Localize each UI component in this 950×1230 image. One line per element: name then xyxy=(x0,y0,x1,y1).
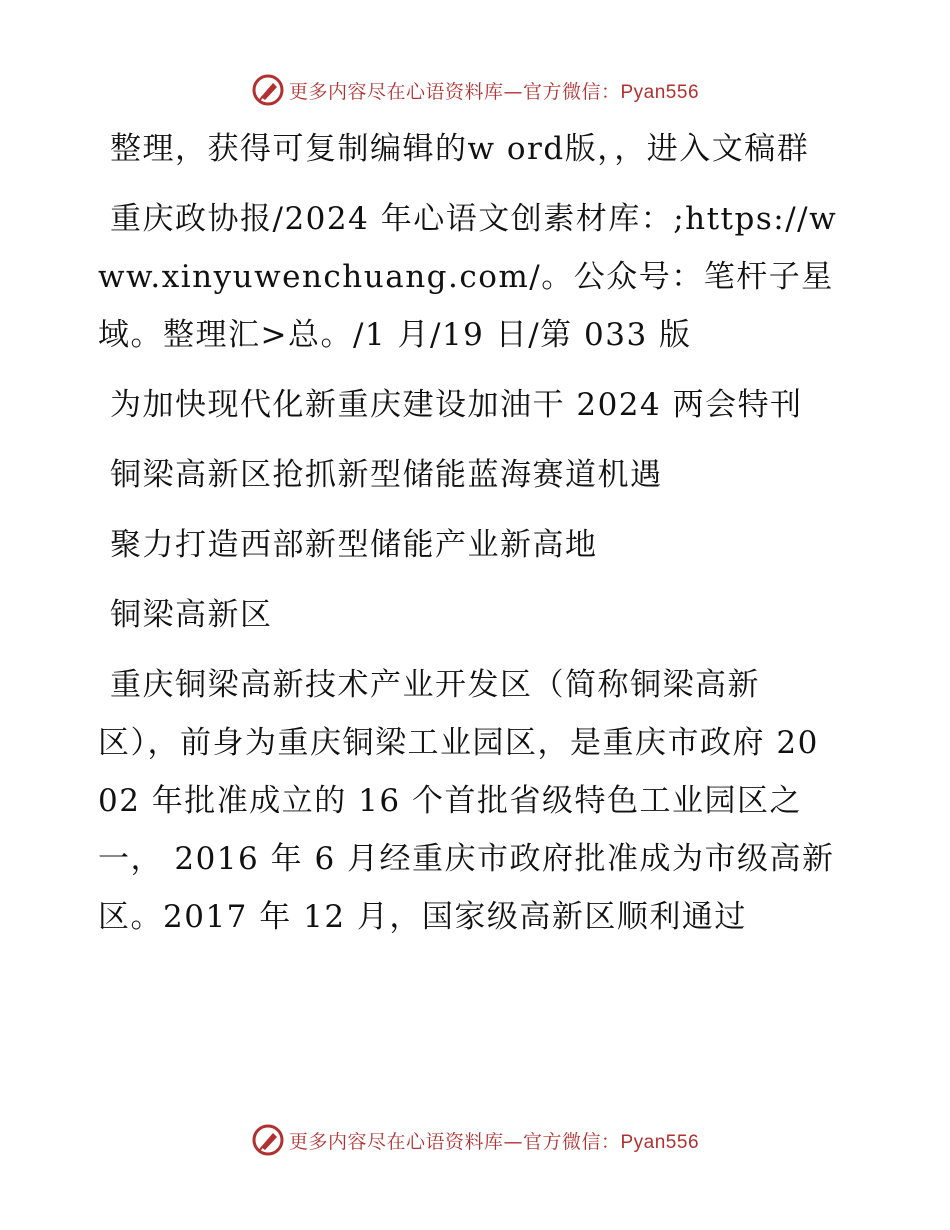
banner-text: 更多内容尽在心语资料库—官方微信：Pyan556 xyxy=(288,1130,700,1153)
banner-text: 更多内容尽在心语资料库—官方微信：Pyan556 xyxy=(288,80,700,103)
article-author: 铜梁高新区 xyxy=(110,597,273,633)
header-banner xyxy=(0,70,950,110)
logo-pen-icon xyxy=(251,73,285,107)
document-body xyxy=(98,120,838,958)
logo-pen-icon xyxy=(251,1123,285,1157)
article-subtitle: 聚力打造西部新型储能产业新高地 xyxy=(110,527,598,563)
wechat-account: Pyan556 xyxy=(620,81,700,103)
article-body: 重庆铜梁高新技术产业开发区（简称铜梁高新区），前身为重庆铜梁工业园区，是重庆市政府 2002 年批准成立的 16 个首批省级特色工业园区之一， 2016 年 6 月经重庆市政府批准成为市级高新区。2017 年 12 月，国家级高新区顺利通过 xyxy=(98,667,835,935)
paragraph-source: 重庆政协报/2024 年心语文创素材库：;https://www.xinyuwenchuang.com/。公众号：笔杆子星域。整理汇>总。/1 月/19 日/第 033 版 xyxy=(98,201,838,353)
footer-banner xyxy=(0,1120,950,1160)
paragraph-intro: 整理，获得可复制编辑的w ord版，，进入文稿群 xyxy=(110,131,810,167)
article-title: 铜梁高新区抢抓新型储能蓝海赛道机遇 xyxy=(110,457,663,493)
wechat-account: Pyan556 xyxy=(620,1131,700,1153)
section-heading: 为加快现代化新重庆建设加油干 2024 两会特刊 xyxy=(110,387,803,423)
